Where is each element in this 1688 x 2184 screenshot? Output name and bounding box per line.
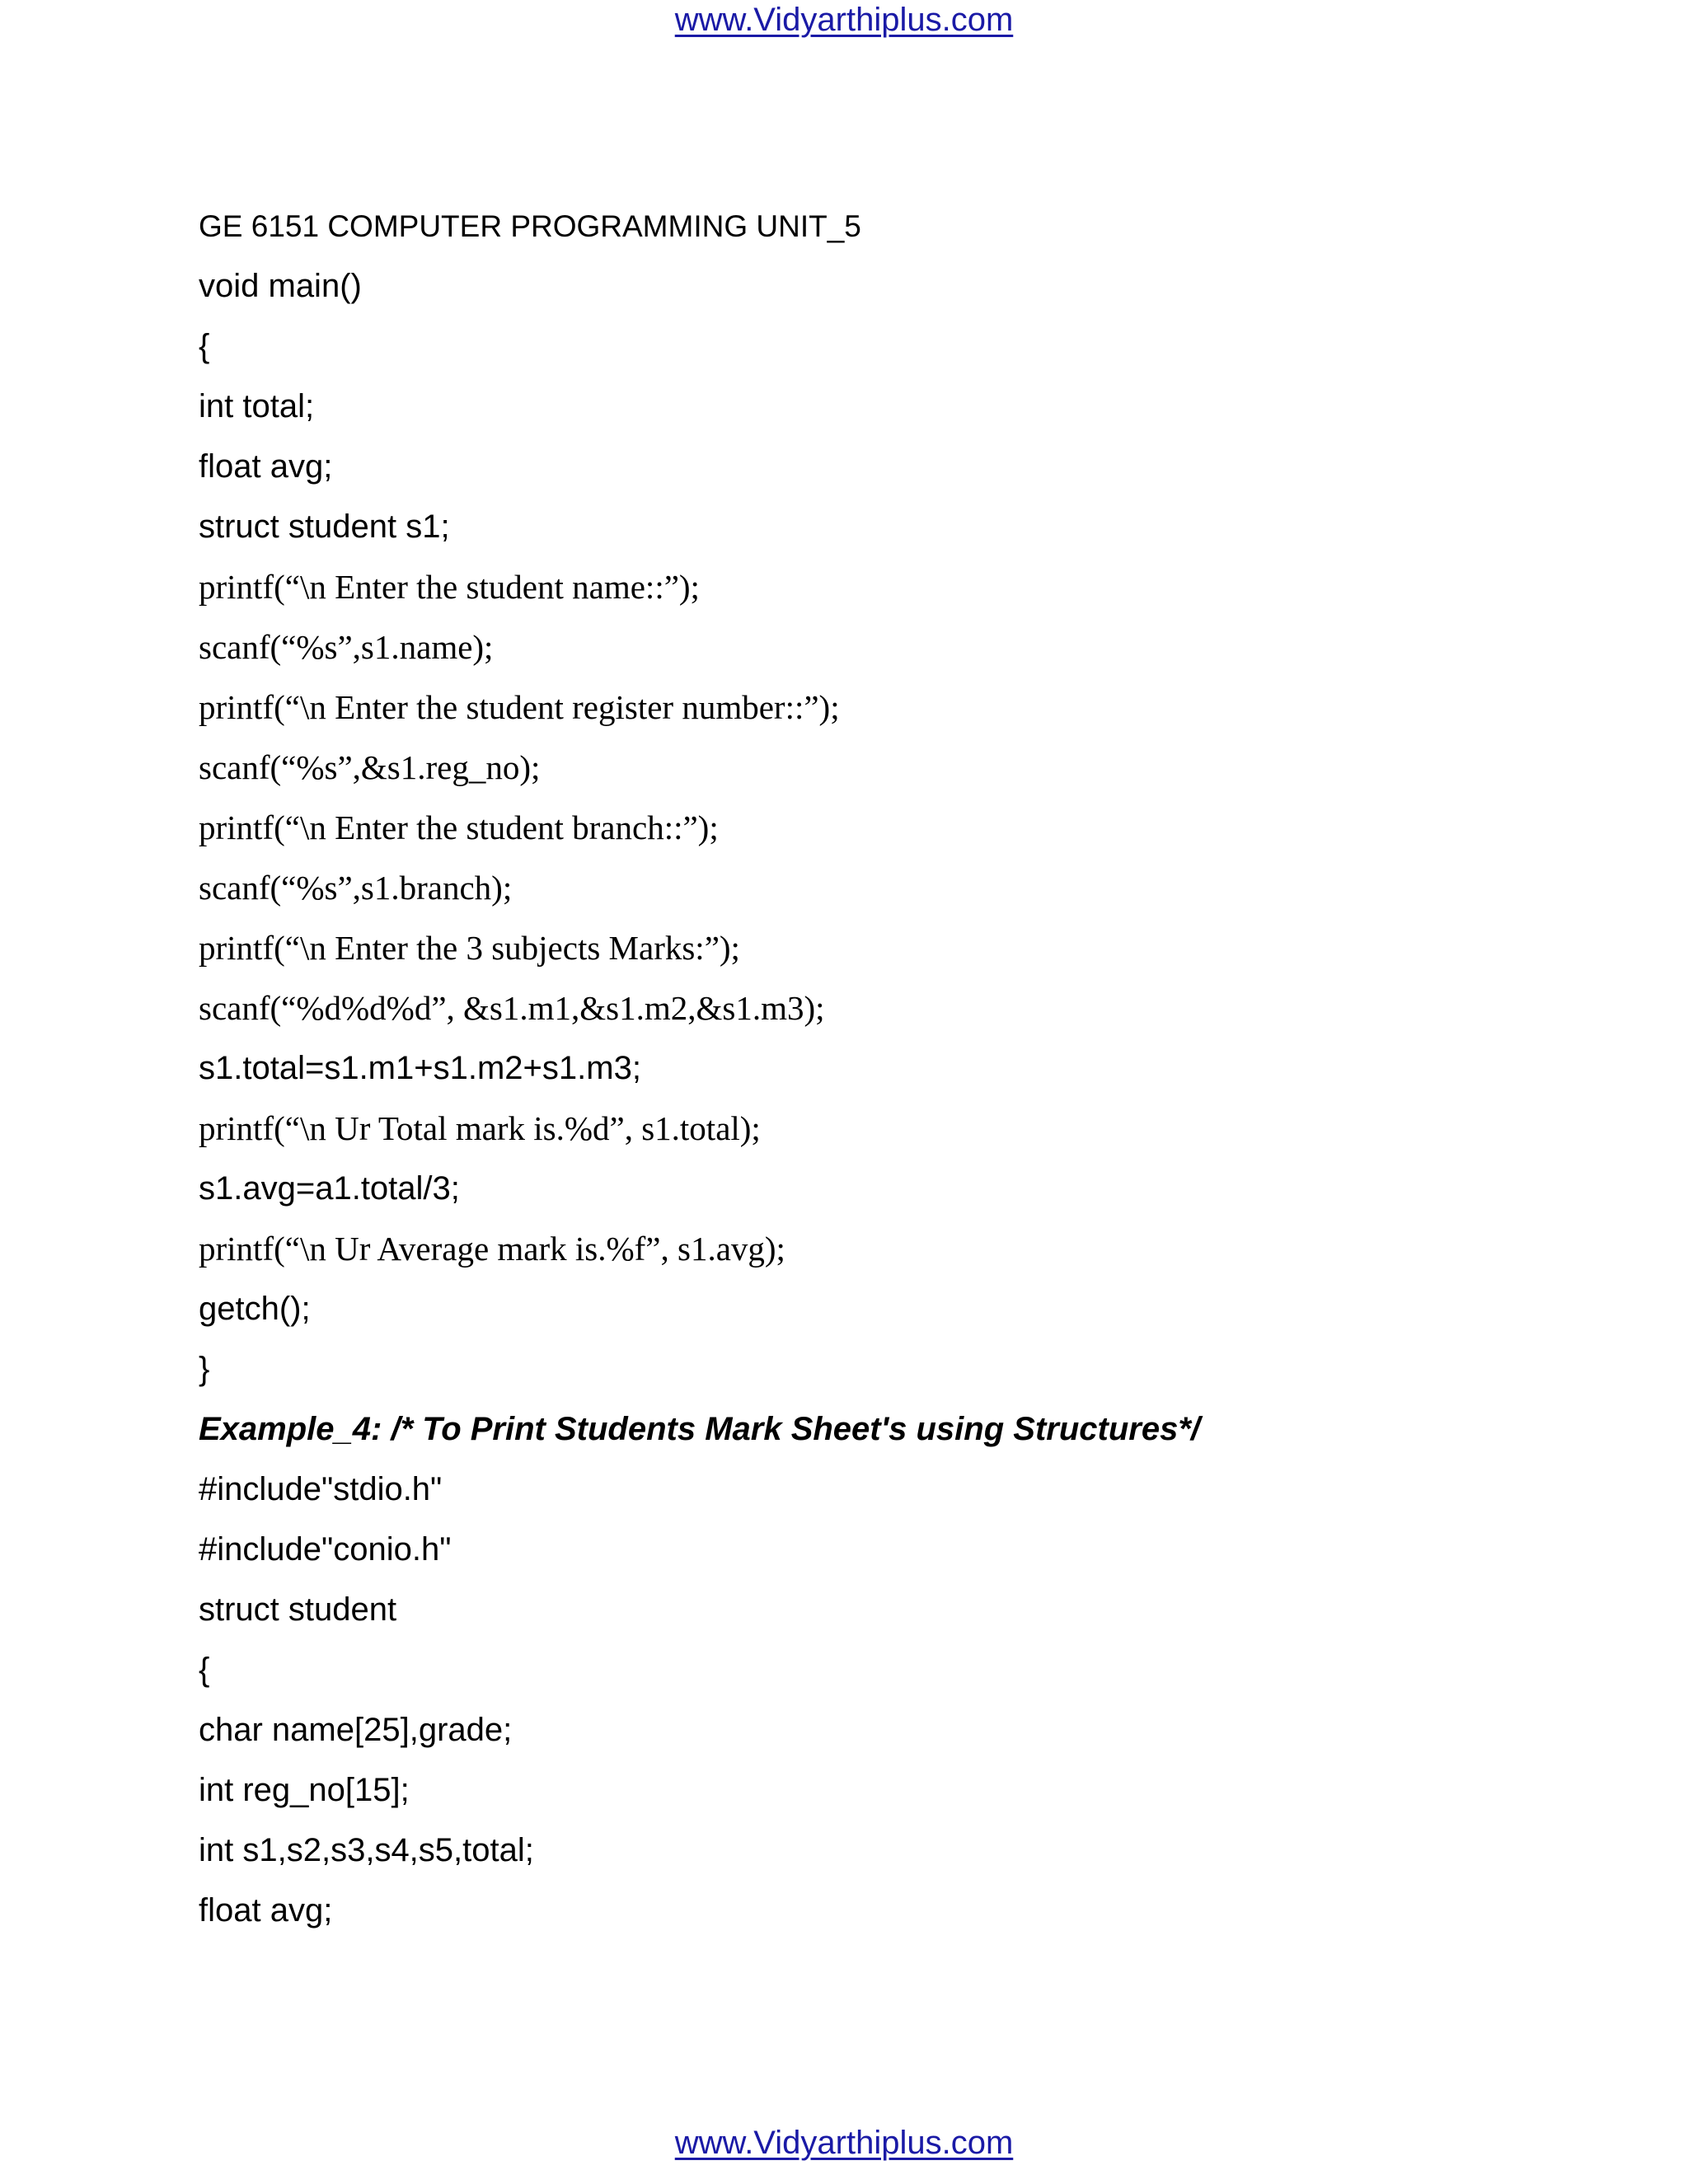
code-line: s1.avg=a1.total/3; bbox=[199, 1170, 460, 1207]
document-body bbox=[199, 196, 1559, 1941]
code-line: printf(“\n Enter the 3 subjects Marks:”); bbox=[199, 929, 740, 967]
code-line: float avg; bbox=[199, 448, 333, 485]
code-line: scanf(“%s”,&s1.reg_no); bbox=[199, 748, 541, 786]
code-line: scanf(“%s”,s1.name); bbox=[199, 628, 494, 666]
code-line: int reg_no[15]; bbox=[199, 1772, 410, 1808]
code-line: int s1,s2,s3,s4,s5,total; bbox=[199, 1832, 534, 1868]
code-line: #include"conio.h" bbox=[199, 1531, 452, 1568]
code-line: struct student bbox=[199, 1591, 397, 1628]
code-line: printf(“\n Ur Total mark is.%d”, s1.total); bbox=[199, 1109, 761, 1147]
code-line: printf(“\n Enter the student branch::”); bbox=[199, 808, 719, 846]
code-line: scanf(“%d%d%d”, &s1.m1,&s1.m2,&s1.m3); bbox=[199, 989, 825, 1027]
footer-site-link[interactable]: www.Vidyarthiplus.com bbox=[674, 2125, 1014, 2161]
code-line: char name[25],grade; bbox=[199, 1712, 513, 1748]
code-line: void main() bbox=[199, 268, 362, 304]
code-line: printf(“\n Enter the student name::”); bbox=[199, 568, 700, 606]
example-heading: Example_4: /* To Print Students Mark Sheet's using Structures*/ bbox=[199, 1411, 1200, 1447]
code-line: struct student s1; bbox=[199, 509, 450, 545]
code-line: getch(); bbox=[199, 1291, 311, 1327]
code-line: { bbox=[199, 328, 210, 364]
code-line: scanf(“%s”,s1.branch); bbox=[199, 869, 513, 907]
code-line: printf(“\n Enter the student register number::”); bbox=[199, 688, 840, 726]
code-line: s1.total=s1.m1+s1.m2+s1.m3; bbox=[199, 1050, 641, 1086]
document-header: GE 6151 COMPUTER PROGRAMMING UNIT_5 bbox=[199, 209, 861, 243]
header-site-link[interactable]: www.Vidyarthiplus.com bbox=[674, 2, 1014, 38]
code-line: } bbox=[199, 1351, 210, 1387]
code-line: int total; bbox=[199, 388, 315, 424]
code-line: printf(“\n Ur Average mark is.%f”, s1.avg); bbox=[199, 1230, 785, 1268]
code-line: #include"stdio.h" bbox=[199, 1471, 443, 1507]
code-line: float avg; bbox=[199, 1892, 333, 1929]
code-line: { bbox=[199, 1652, 210, 1688]
